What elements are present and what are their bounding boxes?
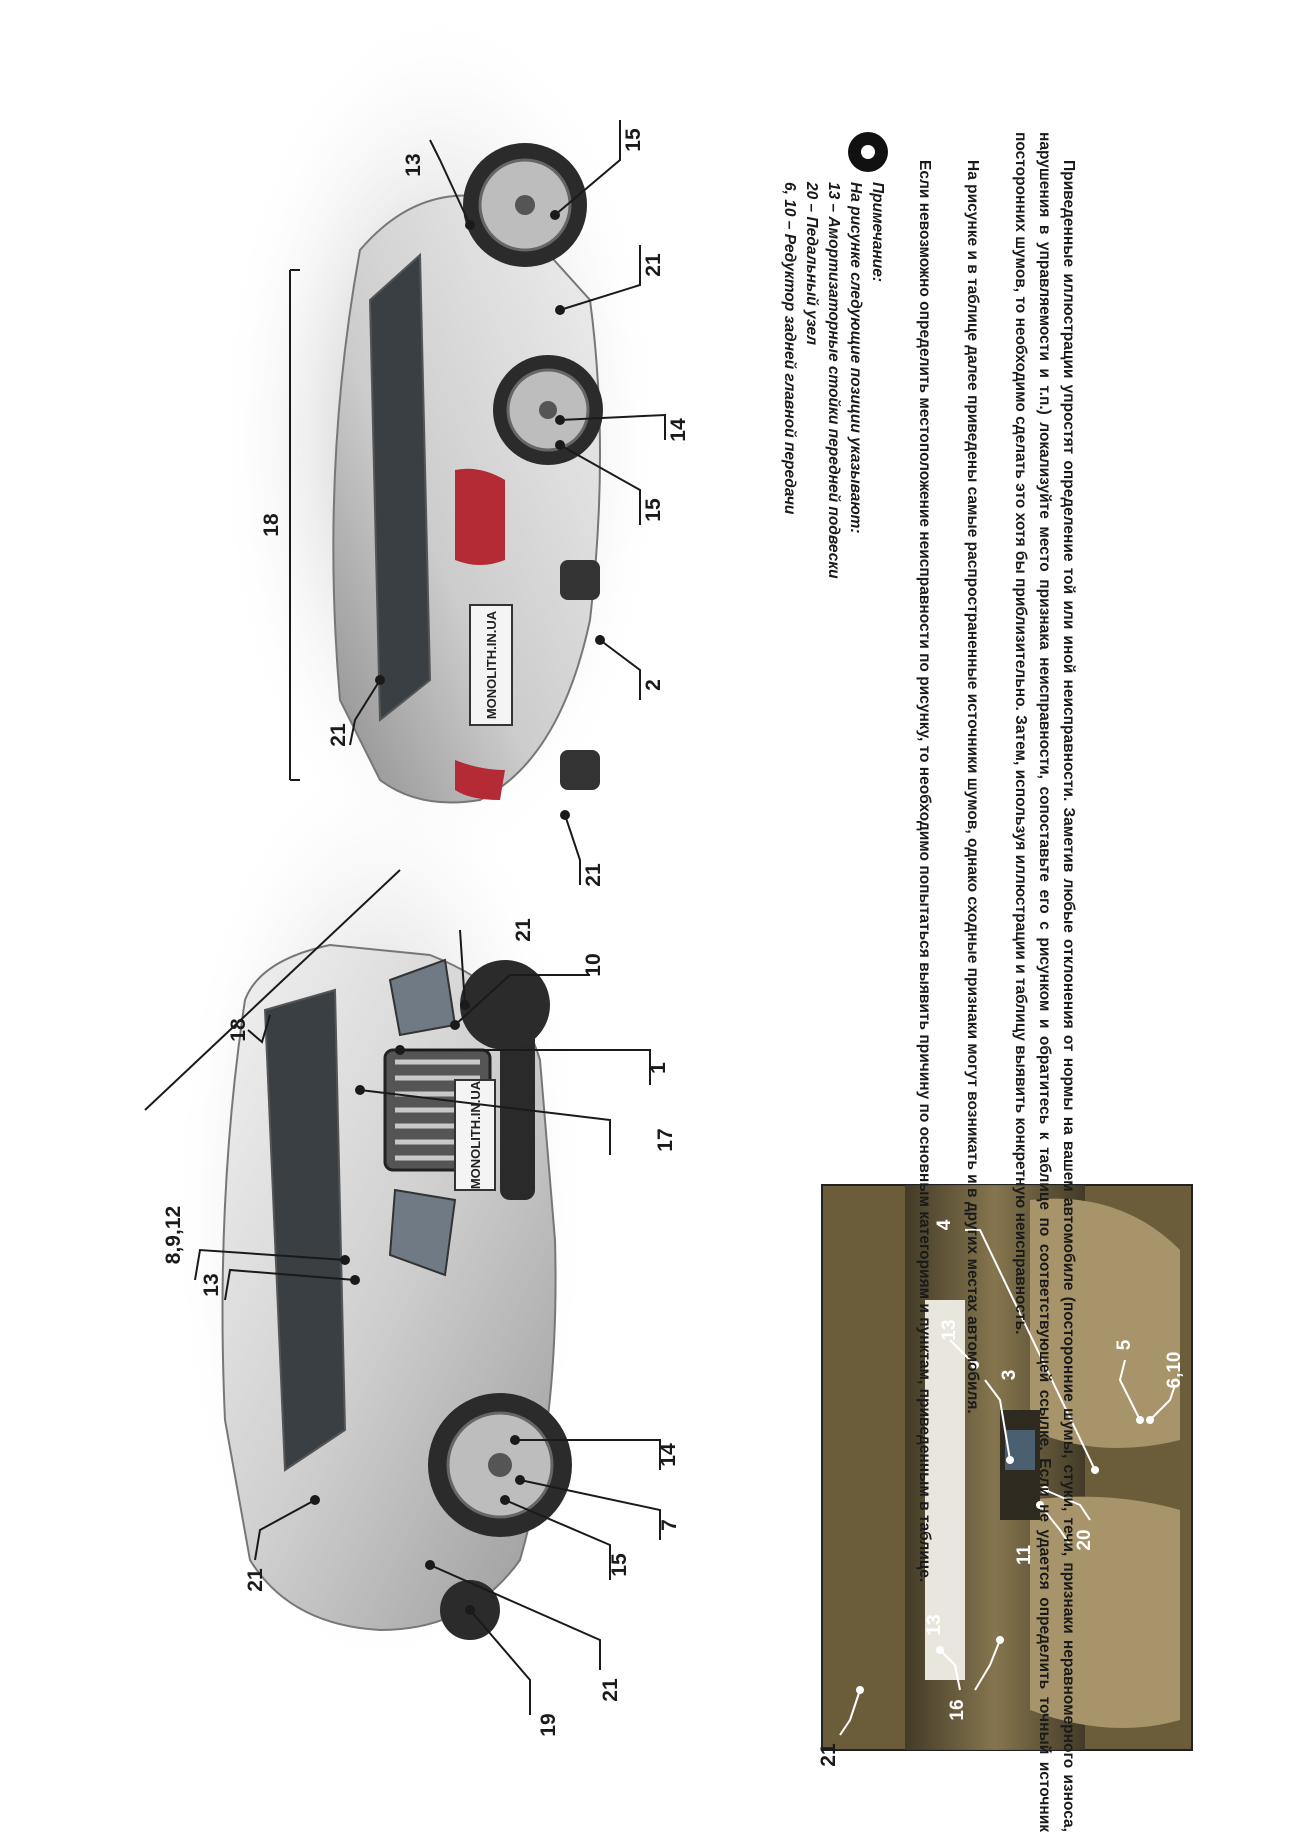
interior-callout-13-left: 13 xyxy=(924,1614,945,1636)
rear-car-illustration xyxy=(215,0,690,887)
interior-callout-6-10: 6,10 xyxy=(1164,1351,1185,1389)
rear-callout-14: 14 xyxy=(667,418,690,442)
front-callout-21-bottom: 21 xyxy=(599,1678,622,1702)
front-callout-8-9-12: 8,9,12 xyxy=(162,1205,185,1265)
rear-plate: MONOLITH.IN.UA xyxy=(484,610,499,720)
front-callout-10: 10 xyxy=(582,953,605,977)
interior-callout-4: 4 xyxy=(934,1219,955,1231)
interior-callout-3: 3 xyxy=(999,1369,1020,1381)
interior-callout-13-right: 13 xyxy=(939,1319,960,1341)
interior-callout-5: 5 xyxy=(1114,1339,1135,1351)
note-lines xyxy=(778,182,888,579)
front-callout-19: 19 xyxy=(537,1713,560,1737)
rear-callout-21-bottom: 21 xyxy=(582,863,605,887)
note-intro: На рисунке следующие позиции указывают: xyxy=(847,182,864,534)
rear-callout-21-left: 21 xyxy=(327,723,350,747)
paragraph-2: На рисунке и в таблице далее приведены самые распространенные источники шумов, однако сходные признаки могут возникать и в других местах автомобиля. xyxy=(964,160,981,1414)
note-item: 20 – Педальный узел xyxy=(803,182,820,346)
front-callout-13: 13 xyxy=(200,1273,223,1297)
interior-callout-20: 20 xyxy=(1074,1529,1095,1551)
front-callout-1: 1 xyxy=(647,1062,670,1074)
front-callout-18: 18 xyxy=(227,1018,250,1042)
front-car-illustration xyxy=(145,740,681,1737)
lamp-icon xyxy=(848,132,888,172)
front-plate: MONOLITH.IN.UA xyxy=(468,1080,483,1190)
rear-callout-21-top: 21 xyxy=(642,253,665,277)
note-title: Примечание: xyxy=(869,182,886,283)
front-callout-7: 7 xyxy=(658,1519,681,1531)
paragraph-1: Приведенные иллюстрации упростят определение той или иной неисправности. Заметив любые отклонения от нормы на вашем автомобиле (посторонние шумы, стуки, течи, признаки неравномерного износа, нарушения в управляемости и т.п.) локализуйте место признака неисправности, сопоставьте его с рисунком и обратитесь к таблице по соответствующей ссылке. Если не удается определить точный источник посторонних шумов, то необходимо сделать это хотя бы приблизительно. Затем, используя иллюстрации и таблицу выявить конкретную неисправность. xyxy=(1012,132,1077,1832)
paragraph-3: Если невозможно определить местоположение неисправности по рисунку, то необходимо попытаться выявить причину по основным категориям и пунктам, приведенным в таблице. xyxy=(916,160,933,1583)
front-callout-21-left: 21 xyxy=(244,1568,267,1592)
front-callout-15: 15 xyxy=(608,1553,631,1577)
note-item: 6, 10 – Редуктор задней главной передачи xyxy=(781,182,798,515)
rear-callout-15-top: 15 xyxy=(622,128,645,152)
front-callout-21-top: 21 xyxy=(512,918,535,942)
interior-callout-11: 11 xyxy=(1014,1544,1035,1566)
rear-callout-2: 2 xyxy=(642,679,665,691)
note-item: 13 – Амортизаторные стойки передней подвески xyxy=(825,182,842,579)
rear-callout-18: 18 xyxy=(260,513,283,537)
front-callout-14: 14 xyxy=(657,1443,680,1467)
rear-callout-13: 13 xyxy=(402,153,425,177)
interior-callout-21: 21 xyxy=(817,1743,840,1767)
note-block xyxy=(778,132,888,1832)
interior-callout-16: 16 xyxy=(947,1699,968,1721)
rear-callout-15-mid: 15 xyxy=(642,498,665,522)
front-callout-17: 17 xyxy=(654,1128,677,1152)
